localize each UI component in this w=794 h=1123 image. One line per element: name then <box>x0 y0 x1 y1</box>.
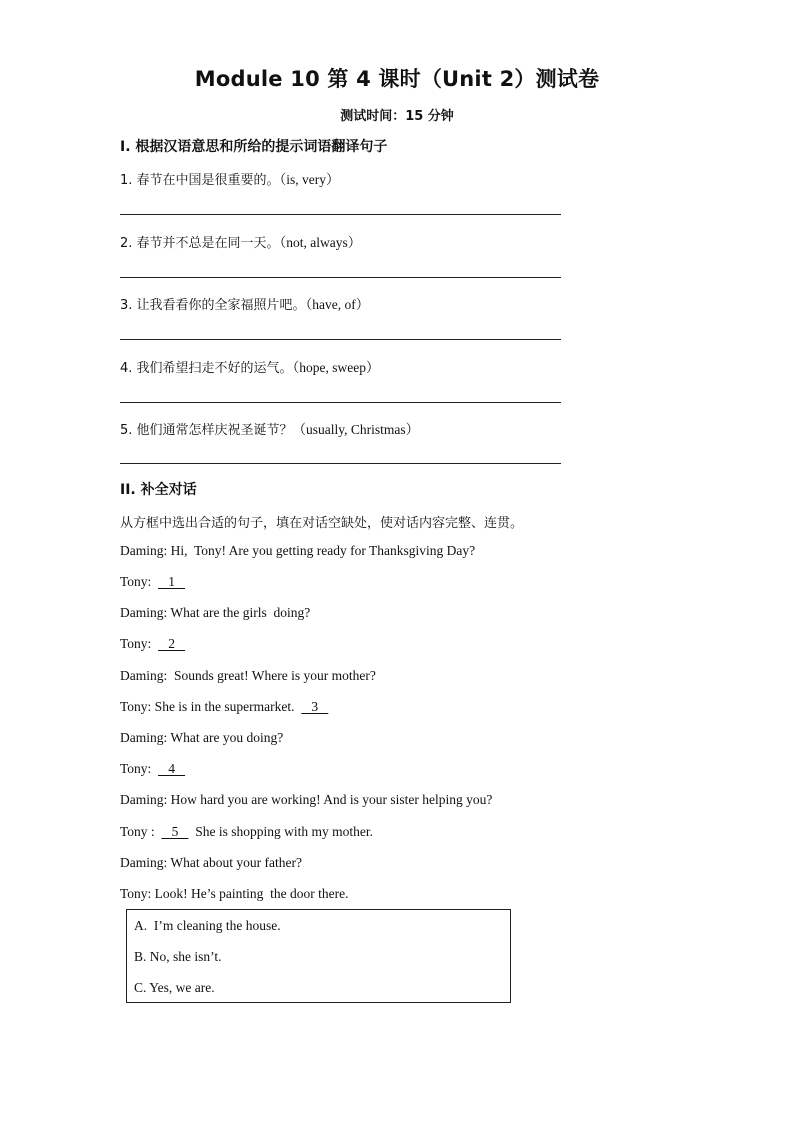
dialogue-line: Daming: What are the girls doing? <box>120 605 311 620</box>
dialogue-line: Daming: Hi, Tony! Are you getting ready for Thanksgiving Day? <box>120 543 476 558</box>
dialogue-line: Tony: 4 <box>120 761 186 776</box>
question-5: 5. 他们通常怎样庆祝圣诞节？（usually, Christmas） <box>120 422 420 438</box>
section1-heading: I. 根据汉语意思和所给的提示词语翻译句子 <box>120 139 388 155</box>
question-1: 1. 春节在中国是很重要的。（is, very） <box>120 172 340 188</box>
answer-line-5[interactable] <box>120 463 561 464</box>
dialogue-line: Daming: What are you doing? <box>120 730 284 745</box>
section2-heading: II. 补全对话 <box>120 482 197 498</box>
question-3: 3. 让我看看你的全家福照片吧。（have, of） <box>120 297 370 313</box>
dialogue-line: Tony: She is in the supermarket. 3 <box>120 699 329 714</box>
test-time: 测试时间：15 分钟 <box>340 109 454 124</box>
page-title: Module 10 第 4 课时（Unit 2）测试卷 <box>194 67 600 91</box>
dialogue-line: Tony: Look! He’s painting the door there. <box>120 886 349 901</box>
answer-line-2[interactable] <box>120 277 561 278</box>
option-a[interactable]: A. I’m cleaning the house. <box>134 918 281 933</box>
blank-1[interactable]: 1 <box>158 574 186 589</box>
dialogue-line: Daming: What about your father? <box>120 855 302 870</box>
dialogue-line: Daming: Sounds great! Where is your mother? <box>120 668 376 683</box>
dialogue-line: Tony : 5 She is shopping with my mother. <box>120 824 373 839</box>
dialogue-line: Tony: 2 <box>120 636 186 651</box>
options-box <box>126 909 511 1003</box>
option-c[interactable]: C. Yes, we are. <box>134 980 215 995</box>
dialogue-line: Tony: 1 <box>120 574 186 589</box>
blank-3[interactable]: 3 <box>301 699 329 714</box>
blank-2[interactable]: 2 <box>158 636 186 651</box>
answer-line-1[interactable] <box>120 214 561 215</box>
blank-4[interactable]: 4 <box>158 761 186 776</box>
blank-5[interactable]: 5 <box>161 824 189 839</box>
question-2: 2. 春节并不总是在同一天。（not, always） <box>120 235 362 251</box>
dialogue-line: Daming: How hard you are working! And is your sister helping you? <box>120 792 493 807</box>
section2-instruction: 从方框中选出合适的句子，填在对话空缺处，使对话内容完整、连贯。 <box>120 516 524 531</box>
answer-line-3[interactable] <box>120 339 561 340</box>
option-b[interactable]: B. No, she isn’t. <box>134 949 222 964</box>
answer-line-4[interactable] <box>120 402 561 403</box>
question-4: 4. 我们希望扫走不好的运气。（hope, sweep） <box>120 360 380 376</box>
